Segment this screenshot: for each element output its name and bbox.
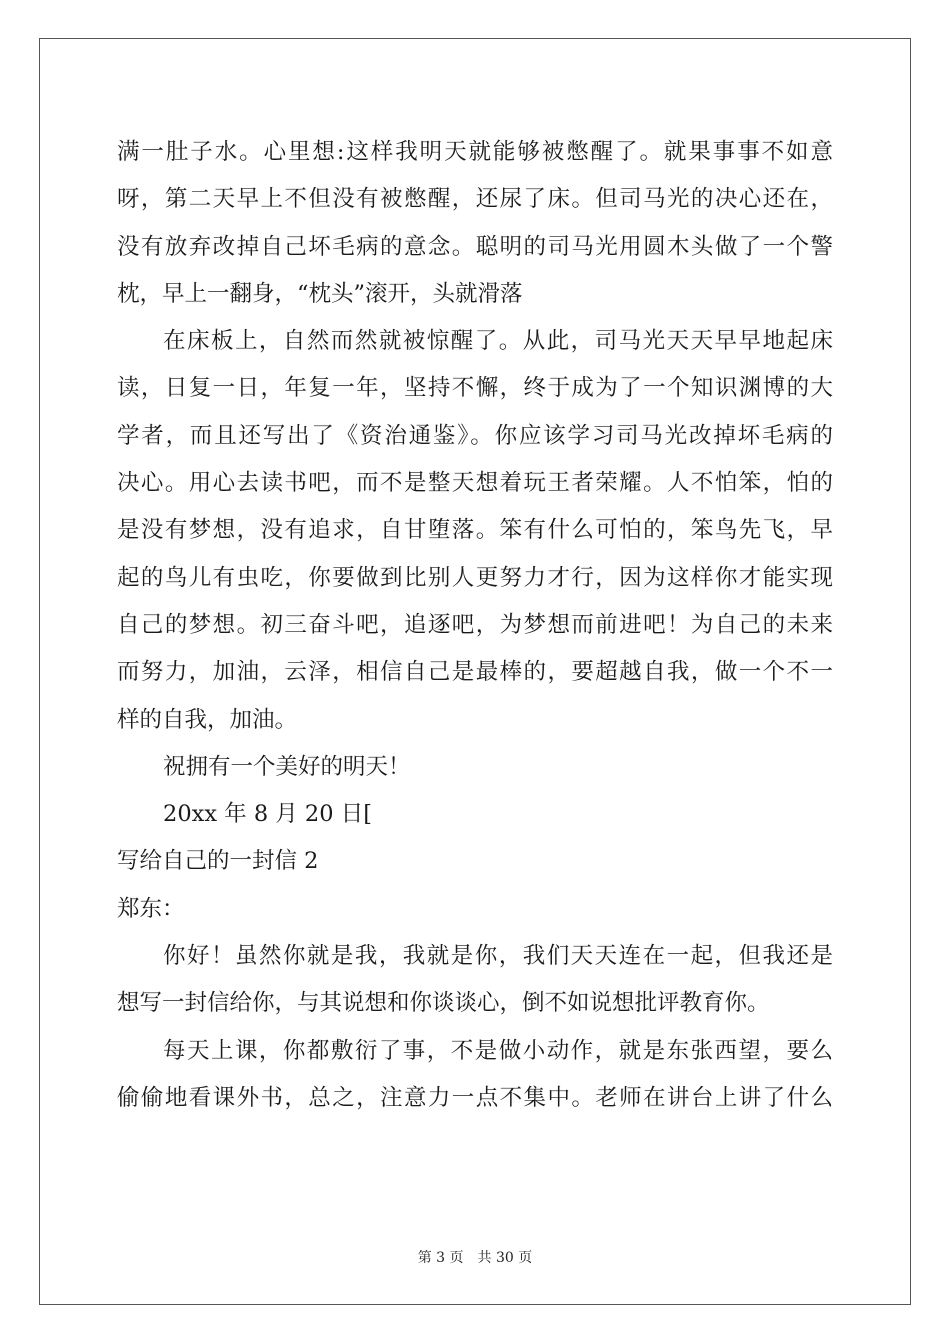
text-line: 满一肚子水。心里想:这样我明天就能够被憋醒了。就果事事不如意 xyxy=(117,139,833,165)
text-line: 而努力，加油，云泽，相信自己是最棒的，要超越自我，做一个不一 xyxy=(117,659,833,686)
text-line: 你好！虽然你就是我，我就是你，我们天天连在一起，但我还是 xyxy=(163,943,833,970)
page-total: 共 30 页 xyxy=(477,1250,533,1266)
text-line: 每天上课，你都敷衍了事，不是做小动作，就是东张西望，要么 xyxy=(163,1037,833,1064)
section-title: 写给自己的一封信 2 xyxy=(117,848,319,875)
page-footer xyxy=(0,1247,950,1267)
text-line: 起的鸟儿有虫吃，你要做到比别人更努力才行，因为这样你才能实现 xyxy=(117,564,833,591)
text-line: 枕，早上一翻身，“枕头”滚开，头就滑落 xyxy=(117,280,523,307)
text-line: 没有放弃改掉自己坏毛病的意念。聪明的司马光用圆木头做了一个警 xyxy=(117,233,833,260)
text-line: 想写一封信给你，与其说想和你谈谈心，倒不如说想批评教育你。 xyxy=(117,990,770,1017)
text-line: 读，日复一日，年复一年，坚持不懈，终于成为了一个知识渊博的大 xyxy=(117,375,833,402)
text-line: 样的自我，加油。 xyxy=(117,706,298,733)
closing-wish: 祝拥有一个美好的明天！ xyxy=(163,753,411,780)
text-line: 偷偷地看课外书，总之，注意力一点不集中。老师在讲台上讲了什么 xyxy=(117,1084,833,1111)
letter-date: 20xx 年 8 月 20 日[ xyxy=(163,801,372,828)
text-line: 在床板上，自然而然就被惊醒了。从此，司马光天天早早地起床 xyxy=(163,328,833,355)
text-line: 决心。用心去读书吧，而不是整天想着玩王者荣耀。人不怕笨，怕的 xyxy=(117,470,833,497)
salutation: 郑东： xyxy=(117,895,185,922)
text-line: 呀，第二天早上不但没有被憋醒，还尿了床。但司马光的决心还在， xyxy=(117,186,833,213)
page-number: 第 3 页 xyxy=(417,1250,464,1266)
document-body xyxy=(117,129,833,1122)
text-line: 自己的梦想。初三奋斗吧，追逐吧，为梦想而前进吧！为自己的未来 xyxy=(117,611,833,638)
text-line: 学者，而且还写出了《资治通鉴》。你应该学习司马光改掉坏毛病的 xyxy=(117,422,833,449)
text-line: 是没有梦想，没有追求，自甘堕落。笨有什么可怕的，笨鸟先飞，早 xyxy=(117,517,833,544)
